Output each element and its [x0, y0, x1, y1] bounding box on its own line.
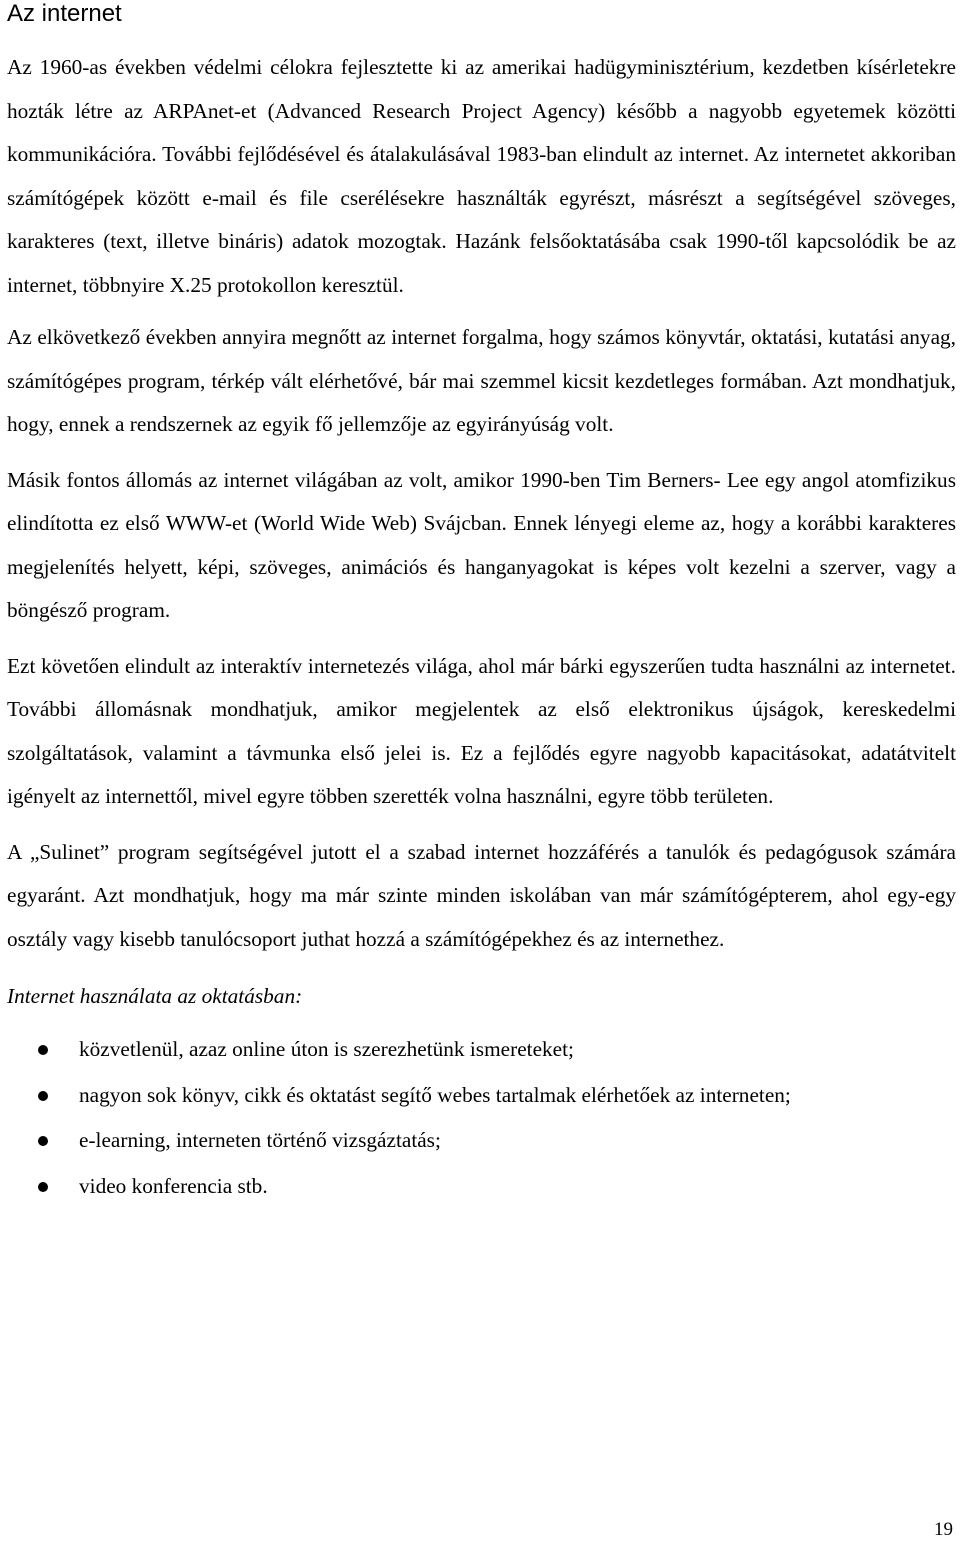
bullet-list — [7, 1027, 956, 1209]
section-subheading: Internet használata az oktatásban: — [7, 984, 303, 1008]
bullet-icon — [38, 1045, 48, 1055]
bullet-icon — [38, 1136, 48, 1146]
list-item — [7, 1118, 956, 1164]
list-item — [7, 1073, 956, 1119]
paragraph-arpanet-history: Az 1960-as években védelmi célokra fejlesztette ki az amerikai hadügyminisztérium, kezdetben kísérletekre hozták létre az ARPAnet-et (Advanced Research Project Agency) később a nagyobb egyetemek közötti kommunikációra. További fejlődésével és átalakulásával 1983-ban elindult az internet. Az internetet akkoriban számítógépek között e-mail és file cserélésekre használták egyrészt, másrészt a segítségével szöveges, karakteres (text, illetve bináris) adatok mozogtak. Hazánk felsőoktatásába csak 1990-től kapcsolódik be az internet, többnyire X.25 protokollon keresztül. — [7, 55, 956, 297]
page-title: Az internet — [7, 0, 122, 27]
list-item-text: nagyon sok könyv, cikk és oktatást segítő webes tartalmak elérhetőek az interneten; — [79, 1082, 791, 1107]
paragraph-www: Másik fontos állomás az internet világában az volt, amikor 1990-ben Tim Berners- Lee egy angol atomfizikus elindította ez első WWW-et (World Wide Web) Svájcban. Ennek lényegi eleme az, hogy a korábbi karakteres megjelenítés helyett, képi, szöveges, animációs és hanganyagokat is képes volt kezelni a szerver, vagy a böngésző program. — [7, 467, 956, 622]
list-item-text: közvetlenül, azaz online úton is szerezhetünk ismereteket; — [79, 1037, 574, 1061]
bullet-icon — [38, 1091, 48, 1101]
bullet-icon — [38, 1182, 48, 1192]
page-number: 19 — [934, 1519, 953, 1540]
paragraph-traffic-growth: Az elkövetkező években annyira megnőtt az internet forgalma, hogy számos könyvtár, oktatási, kutatási anyag, számítógépes program, térkép vált elérhetővé, bár mai szemmel kicsit kezdetleges formában. Azt mondhatjuk, hogy, ennek a rendszernek az egyik fő jellemzője az egyirányúság volt. — [7, 325, 956, 436]
list-item-text: video konferencia stb. — [79, 1173, 268, 1198]
list-item-text: e-learning, interneten történő vizsgáztatás; — [79, 1128, 441, 1152]
list-item — [7, 1027, 956, 1073]
paragraph-sulinet: A „Sulinet” program segítségével jutott el a szabad internet hozzáférés a tanulók és pedagógusok számára egyaránt. Azt mondhatjuk, hogy ma már szinte minden iskolában van már számítógépterem, ahol egy-egy osztály vagy kisebb tanulócsoport juthat hozzá a számítógépekhez és az internethez. — [7, 839, 956, 951]
document-page — [7, 0, 956, 1209]
list-item — [7, 1164, 956, 1210]
paragraph-interactive-internet: Ezt követően elindult az interaktív internetezés világa, ahol már bárki egyszerűen tudta használni az internetet. További állomásnak mondhatjuk, amikor megjelentek az első elektronikus újságok, kereskedelmi szolgáltatások, valamint a távmunka első jelei is. Ez a fejlődés egyre nagyobb kapacitásokat, adatátvitelt igényelt az internettől, mivel egyre többen szerették volna használni, egyre több területen. — [7, 653, 956, 808]
